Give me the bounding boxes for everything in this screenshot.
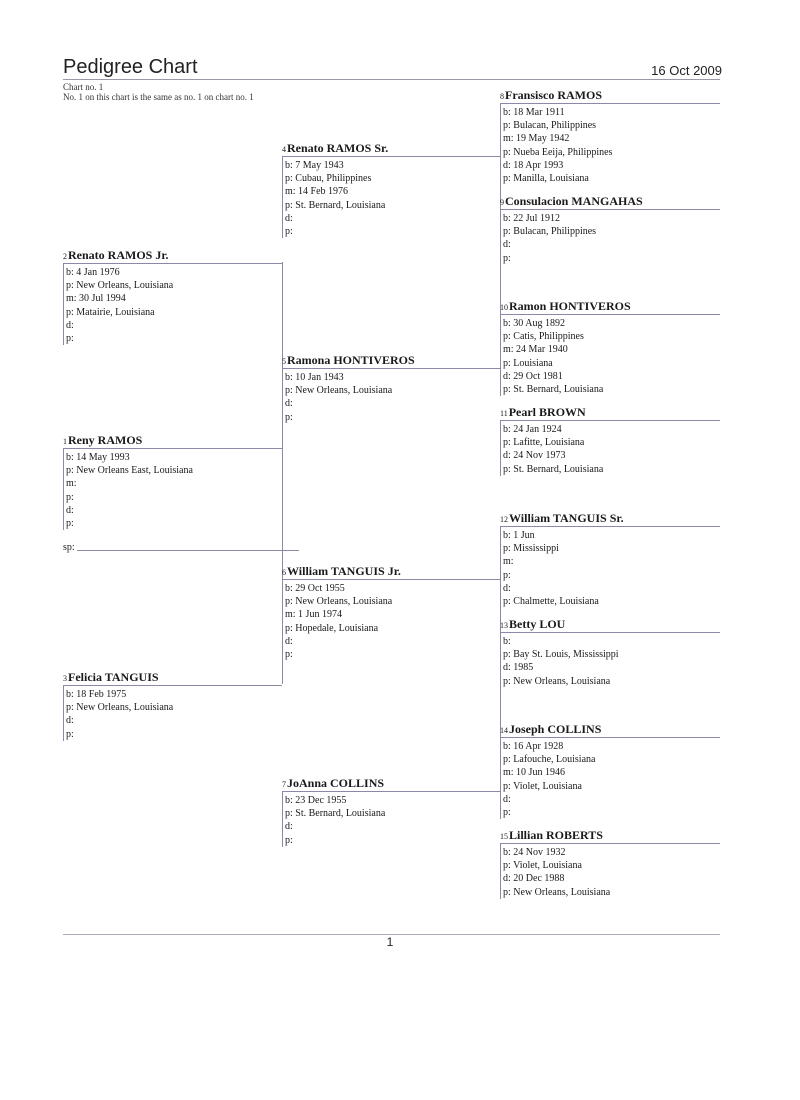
spouse-line	[77, 550, 299, 551]
marriage-date: m: 14 Feb 1976	[285, 186, 349, 198]
marriage-date: m: 19 May 1942	[503, 133, 570, 145]
birth-place: p: Bulacan, Philippines	[503, 120, 597, 132]
person-number: 8	[500, 92, 504, 101]
person-1[interactable]	[63, 433, 282, 530]
marriage-place: p: Hopedale, Louisiana	[285, 622, 379, 634]
marriage-place: p: Nueba Eeija, Philippines	[503, 146, 613, 158]
person-details	[500, 314, 720, 396]
spouse-label: sp:	[63, 542, 75, 553]
person-details	[282, 156, 500, 238]
person-7[interactable]	[282, 776, 500, 847]
person-name: Ramon HONTIVEROS	[509, 299, 631, 313]
death-place: p:	[285, 226, 293, 238]
death-place: p:	[285, 411, 293, 423]
chart-date: 16 Oct 2009	[651, 63, 722, 78]
person-number: 10	[500, 303, 508, 312]
person-number: 4	[282, 145, 286, 154]
person-number: 12	[500, 515, 508, 524]
person-8[interactable]	[500, 88, 720, 185]
death-date: d: 18 Apr 1993	[503, 159, 564, 171]
death-date: d:	[285, 821, 293, 833]
marriage-place: p:	[66, 491, 74, 503]
person-name: William TANGUIS Jr.	[287, 564, 401, 578]
person-number: 7	[282, 780, 286, 789]
person-15[interactable]	[500, 828, 720, 899]
chart-note: No. 1 on this chart is the same as no. 1 on chart no. 1	[63, 92, 254, 102]
marriage-place: p: St. Bernard, Louisiana	[285, 199, 386, 211]
birth-date: b: 16 Apr 1928	[503, 741, 564, 752]
marriage-place: p: Louisiana	[503, 357, 553, 369]
birth-date: b: 30 Aug 1892	[503, 318, 565, 329]
birth-place: p: Mississippi	[503, 543, 559, 555]
marriage-date: m: 24 Mar 1940	[503, 344, 568, 356]
death-date: d: 24 Nov 1973	[503, 450, 566, 462]
page-title: Pedigree Chart	[63, 56, 198, 78]
birth-place: p: St. Bernard, Louisiana	[285, 808, 386, 820]
person-name: Ramona HONTIVEROS	[287, 353, 415, 367]
person-name: JoAnna COLLINS	[287, 776, 385, 790]
death-place: p:	[503, 807, 511, 819]
death-place: p:	[503, 252, 511, 264]
person-5[interactable]	[282, 353, 500, 424]
person-9[interactable]	[500, 194, 720, 265]
person-number: 3	[63, 674, 67, 683]
death-place: p: New Orleans, Louisiana	[503, 886, 611, 898]
death-date: d:	[66, 319, 74, 331]
person-2[interactable]	[63, 248, 282, 345]
death-place: p:	[66, 333, 74, 345]
birth-place: p: New Orleans, Louisiana	[66, 280, 174, 292]
person-details	[500, 420, 720, 476]
person-details	[500, 526, 720, 608]
death-date: d:	[285, 635, 293, 647]
person-number: 15	[500, 832, 508, 841]
birth-place: p: New Orleans East, Louisiana	[66, 465, 193, 477]
person-details	[500, 209, 720, 265]
birth-date: b: 24 Nov 1932	[503, 847, 566, 858]
marriage-place: p: Violet, Louisiana	[503, 780, 582, 792]
birth-place: p: New Orleans, Louisiana	[285, 385, 393, 397]
birth-place: p: Cubau, Philippines	[285, 173, 372, 185]
person-name: Fransisco RAMOS	[505, 88, 602, 102]
person-name: Pearl BROWN	[508, 405, 586, 419]
birth-place: p: Lafitte, Louisiana	[503, 437, 585, 449]
person-3[interactable]	[63, 670, 282, 741]
death-date: d:	[66, 504, 74, 516]
person-13[interactable]	[500, 617, 720, 688]
person-details	[282, 791, 500, 847]
birth-date: b: 4 Jan 1976	[66, 267, 120, 278]
page-number: 1	[386, 935, 394, 949]
death-place: p: New Orleans, Louisiana	[503, 675, 611, 687]
header-rule	[63, 79, 720, 80]
death-place: p: Manilla, Louisiana	[503, 173, 589, 185]
person-number: 13	[500, 621, 508, 630]
person-details	[63, 263, 282, 345]
marriage-date: m: 10 Jun 1946	[503, 767, 565, 779]
death-date: d:	[66, 715, 74, 727]
birth-date: b: 10 Jan 1943	[285, 372, 344, 383]
person-6[interactable]	[282, 564, 500, 661]
birth-date: b: 29 Oct 1955	[285, 583, 345, 594]
person-name: Consulacion MANGAHAS	[505, 194, 643, 208]
person-name: Joseph COLLINS	[509, 722, 602, 736]
death-date: d:	[503, 793, 511, 805]
person-details	[500, 737, 720, 819]
person-details	[500, 103, 720, 185]
marriage-place: p: Matairie, Louisiana	[66, 306, 155, 318]
marriage-date: m:	[503, 556, 514, 568]
birth-place: p: Bay St. Louis, Mississippi	[503, 649, 619, 661]
birth-date: b: 7 May 1943	[285, 160, 344, 171]
marriage-date: m:	[66, 478, 77, 490]
birth-date: b: 18 Feb 1975	[66, 689, 127, 700]
death-date: d:	[503, 239, 511, 251]
person-details	[282, 368, 500, 424]
birth-place: p: Violet, Louisiana	[503, 860, 582, 872]
birth-date: b: 24 Jan 1924	[503, 424, 562, 435]
birth-date: b: 14 May 1993	[66, 452, 130, 463]
death-date: d:	[503, 582, 511, 594]
person-number: 14	[500, 726, 508, 735]
person-name: Renato RAMOS Sr.	[287, 141, 389, 155]
birth-place: p: New Orleans, Louisiana	[285, 596, 393, 608]
person-number: 1	[63, 437, 67, 446]
birth-place: p: Lafouche, Louisiana	[503, 754, 596, 766]
birth-place: p: New Orleans, Louisiana	[66, 702, 174, 714]
birth-date: b: 1 Jun	[503, 530, 535, 541]
death-place: p: St. Bernard, Louisiana	[503, 384, 604, 396]
death-date: d: 1985	[503, 662, 534, 674]
birth-date: b: 23 Dec 1955	[285, 795, 347, 806]
person-name: Reny RAMOS	[68, 433, 143, 447]
death-date: d:	[285, 398, 293, 410]
death-date: d: 29 Oct 1981	[503, 370, 563, 382]
birth-place: p: Catis, Philippines	[503, 331, 584, 343]
person-number: 9	[500, 198, 504, 207]
person-number: 11	[500, 409, 508, 418]
person-details	[63, 685, 282, 741]
person-10[interactable]	[500, 299, 720, 396]
death-place: p: Chalmette, Louisiana	[503, 596, 599, 608]
birth-place: p: Bulacan, Philippines	[503, 226, 597, 238]
person-11[interactable]	[500, 405, 720, 476]
marriage-date: m: 30 Jul 1994	[66, 293, 126, 305]
marriage-place: p:	[503, 569, 511, 581]
person-number: 5	[282, 357, 286, 366]
person-4[interactable]	[282, 141, 500, 238]
person-14[interactable]	[500, 722, 720, 819]
death-place: p: St. Bernard, Louisiana	[503, 463, 604, 475]
birth-date: b: 18 Mar 1911	[503, 107, 565, 118]
person-details	[500, 843, 720, 899]
person-name: Betty LOU	[509, 617, 566, 631]
death-date: d: 20 Dec 1988	[503, 873, 565, 885]
chart-number: Chart no. 1	[63, 82, 104, 92]
person-name: Lillian ROBERTS	[509, 828, 603, 842]
person-name: Renato RAMOS Jr.	[68, 248, 169, 262]
death-date: d:	[285, 212, 293, 224]
birth-date: b:	[503, 636, 511, 647]
death-place: p:	[285, 834, 293, 846]
person-12[interactable]	[500, 511, 720, 608]
person-name: Felicia TANGUIS	[68, 670, 159, 684]
person-name: William TANGUIS Sr.	[509, 511, 624, 525]
death-place: p:	[66, 728, 74, 740]
death-place: p:	[66, 518, 74, 530]
person-number: 2	[63, 252, 67, 261]
person-details	[63, 448, 282, 530]
marriage-date: m: 1 Jun 1974	[285, 609, 342, 621]
person-details	[500, 632, 720, 688]
person-number: 6	[282, 568, 286, 577]
death-place: p:	[285, 649, 293, 661]
birth-date: b: 22 Jul 1912	[503, 213, 560, 224]
person-details	[282, 579, 500, 661]
